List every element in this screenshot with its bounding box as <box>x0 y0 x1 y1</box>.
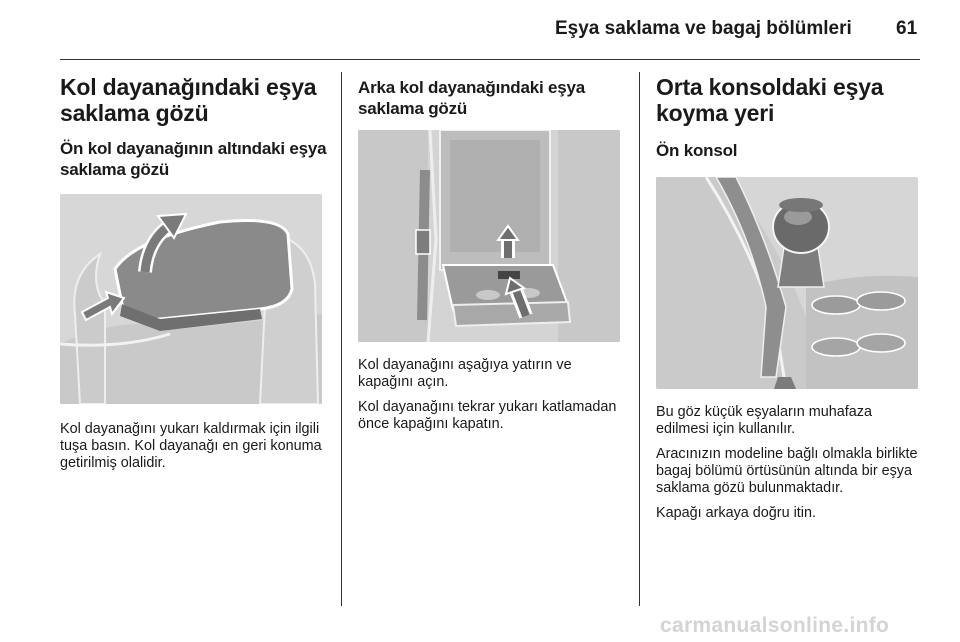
column-center-console <box>656 74 924 522</box>
subheading-front-armrest: Ön kol dayanağının altındaki eşya saklama gözü <box>60 139 327 179</box>
paragraph-front-armrest-instruction: Kol dayanağını yukarı kaldırmak için ilgili tuşa basın. Kol dayanağı en geri konuma getirilmiş olalidir. <box>60 421 322 471</box>
column-divider-right <box>639 72 640 606</box>
paragraph-console-purpose: Bu göz küçük eşyaların muhafaza edilmesi için kullanılır. <box>656 404 872 437</box>
page-header-title: Eşya saklama ve bagaj bölümleri <box>555 18 852 39</box>
header-rule <box>60 59 920 60</box>
paragraph-rear-armrest-close: Kol dayanağını tekrar yukarı katlamadan önce kapağını kapatın. <box>358 399 617 432</box>
front-console-illustration <box>656 177 918 389</box>
column-rear-armrest <box>358 74 626 433</box>
paragraph-rear-armrest-open: Kol dayanağını aşağıya yatırın ve kapağını açın. <box>358 357 572 390</box>
page-number: 61 <box>896 18 918 39</box>
watermark: carmanualsonline.info <box>660 614 890 637</box>
column-divider-left <box>341 72 342 606</box>
section-heading-rear-armrest: Arka kol dayanağındaki eşya saklama gözü <box>358 78 586 118</box>
front-armrest-illustration <box>60 194 322 404</box>
paragraph-console-push-lid: Kapağı arkaya doğru itin. <box>656 505 816 521</box>
section-heading-center-console: Orta konsoldaki eşya koyma yeri <box>656 74 884 126</box>
rear-armrest-illustration <box>358 130 620 342</box>
section-heading-armrest-storage: Kol dayanağındaki eşya saklama gözü <box>60 74 317 126</box>
column-front-armrest <box>60 74 330 472</box>
subheading-front-console: Ön konsol <box>656 141 738 160</box>
paragraph-console-trunk-storage: Aracınızın modeline bağlı olmakla birlikte bagaj bölümü örtüsünün altında bir eşya saklama gözü bulunmaktadır. <box>656 446 918 496</box>
